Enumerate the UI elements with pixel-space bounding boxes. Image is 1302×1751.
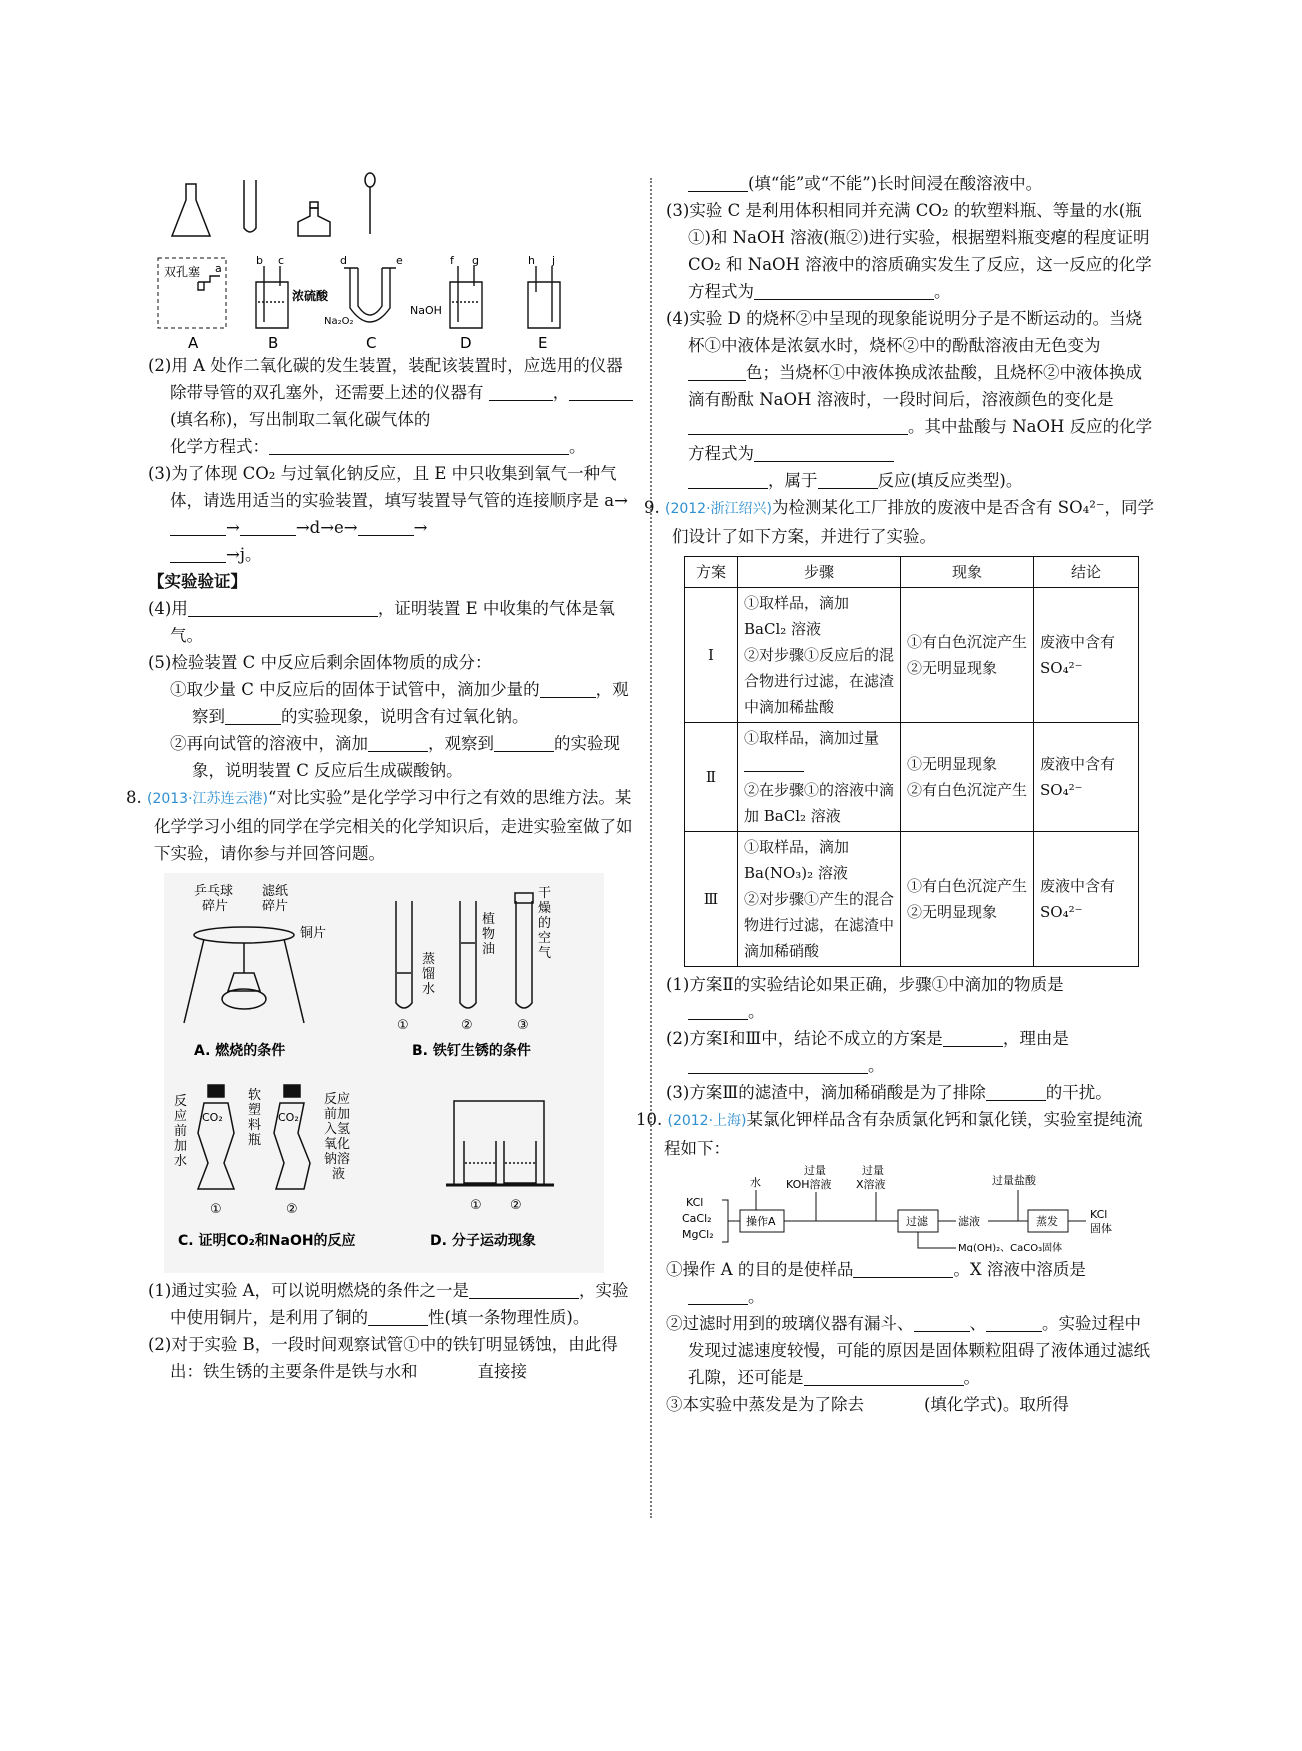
step (744, 725, 894, 777)
device-c-icon (344, 268, 396, 322)
conclusion-cell: 废液中含有 SO₄²⁻ (1034, 723, 1139, 832)
question-5-1 (148, 676, 638, 730)
answer-blank[interactable] (569, 382, 633, 401)
tag-h: h (528, 254, 535, 267)
q8-1b: ，实验中使用铜片，是利用了铜的 (170, 1281, 629, 1327)
fig-b-label: 馏 (422, 967, 436, 982)
conclusion-cell: 废液中含有 SO₄²⁻ (1034, 832, 1139, 967)
flow-text: 操作A (746, 1215, 776, 1228)
q9-3a: (3)方案Ⅲ的滤渣中，滴加稀硝酸是为了排除 (666, 1083, 986, 1102)
plan-cell: Ⅲ (685, 832, 738, 967)
q8-text: “对比实验”是化学学习中行之有效的思维方法。某化学学习小组的同学在学完相关的化学知识后，走进实验室做了如下实验，请你参与并回答问题。 (154, 788, 633, 863)
answer-blank[interactable] (688, 1001, 748, 1020)
dropper-icon (365, 173, 375, 234)
scheme-table (684, 556, 1139, 967)
fig-b-label: 植 (482, 912, 496, 927)
answer-blank[interactable] (864, 1394, 924, 1413)
fig-b-label: 的 (538, 916, 552, 931)
fig-c-label: 软 (248, 1088, 262, 1103)
flow-text: 水 (750, 1176, 761, 1189)
obs: ①有白色沉淀产生 (907, 633, 1028, 651)
q10-3a: ③本实验中蒸发是为了除去 (666, 1395, 864, 1414)
flow-text: KCl (686, 1196, 704, 1209)
label-d: D (460, 334, 472, 352)
flow-text: X溶液 (856, 1178, 886, 1191)
fig-b-caption: B. 铁钉生锈的条件 (412, 1043, 531, 1059)
answer-blank[interactable] (269, 436, 569, 455)
conical-flask-icon (172, 184, 210, 236)
answer-blank[interactable] (688, 1055, 868, 1074)
fig-c-label: 塑 (248, 1103, 262, 1118)
stopper-icon (198, 276, 220, 290)
answer-blank[interactable] (688, 173, 748, 192)
table-row (685, 588, 1139, 723)
obs: ②无明显现象 (907, 903, 998, 921)
question-9-1 (666, 971, 1156, 1025)
answer-blank[interactable] (540, 679, 596, 698)
plan-cell: Ⅰ (685, 588, 738, 723)
fig-b-label: 气 (538, 946, 552, 961)
q10-2-end: 。 (963, 1368, 980, 1387)
answer-blank[interactable] (688, 1286, 748, 1305)
fig-d-caption: D. 分子运动现象 (430, 1233, 536, 1249)
fig-c-label: 瓶 (248, 1133, 262, 1148)
q2-eq-label: 化学方程式： (170, 437, 269, 456)
q8-1c: 性(填一条物理性质)。 (428, 1308, 590, 1327)
q10-source: (2012·上海) (667, 1113, 747, 1129)
q10-2a: ②过滤时用到的玻璃仪器有漏斗、 (666, 1314, 914, 1333)
flow-text: 蒸发 (1036, 1215, 1058, 1228)
alcohol-lamp-icon (298, 202, 330, 236)
answer-blank[interactable] (818, 470, 878, 489)
answer-blank[interactable] (688, 470, 768, 489)
beakers-bell-icon (446, 1101, 554, 1185)
q5-1c: 的实验现象，说明含有过氧化钠。 (281, 707, 529, 726)
flow-arrow (784, 1192, 898, 1221)
obs: ②无明显现象 (907, 659, 998, 677)
fig-c-co2: CO₂ (278, 1111, 299, 1124)
tag-b: b (256, 254, 263, 267)
tag-conc-sulfuric: 浓硫酸 (292, 289, 329, 303)
fig-c-label: 加 (174, 1139, 188, 1154)
test-tube-icon (244, 180, 256, 232)
answer-blank[interactable] (358, 517, 414, 536)
answer-blank[interactable] (494, 733, 554, 752)
obs: ①无明显现象 (907, 755, 998, 773)
tag-f: f (450, 254, 454, 267)
question-8 (126, 784, 638, 867)
answer-blank[interactable] (469, 1280, 579, 1299)
tag-na2o2: Na₂O₂ (324, 316, 354, 327)
fig-c-label: 反应 (324, 1092, 351, 1107)
flow-bracket (722, 1200, 740, 1242)
q2-text: (2)用 A 处作二氧化碳的发生装置，装配该装置时，应选用的仪器除带导管的双孔塞外，还需要上述的仪器有 (148, 356, 623, 402)
answer-blank[interactable] (754, 281, 934, 300)
apparatus-row2-figure (148, 252, 638, 352)
question-9-3 (666, 1079, 1156, 1106)
label-a: A (188, 334, 199, 352)
q10-1a: ①操作 A 的目的是使样品 (666, 1260, 854, 1279)
q8-2b: 直接接 (477, 1362, 527, 1381)
q9-source: (2012·浙江绍兴) (665, 501, 773, 517)
answer-blank[interactable] (688, 362, 746, 381)
q9-2-end: 。 (868, 1056, 885, 1075)
device-b-icon (256, 266, 288, 328)
tag-g: g (472, 254, 479, 267)
q5-2a: ②再向试管的溶液中，滴加 (170, 734, 368, 753)
tag-c: c (278, 254, 285, 267)
label-e: E (538, 334, 548, 352)
device-d-icon (450, 266, 482, 328)
fig-c-label: 入氢 (324, 1122, 351, 1137)
section-verify: 【实验验证】 (148, 572, 247, 591)
answer-blank[interactable] (914, 1313, 970, 1332)
q8-4e: 反应(填反应类型)。 (877, 471, 1023, 490)
r-top-text: (填“能”或“不能”)长时间浸在酸溶液中。 (748, 174, 1043, 193)
tag-a: a (215, 262, 222, 275)
table-row (685, 832, 1139, 967)
q8-4c: 。其中盐酸与 NaOH 反应的化学方程式为 (688, 417, 1153, 463)
fig-c-label: 水 (174, 1154, 188, 1169)
question-3 (148, 460, 638, 568)
tag-e: e (396, 254, 403, 267)
tag-d: d (340, 254, 347, 267)
flow-text: 过滤 (906, 1215, 928, 1228)
question-8-3 (666, 197, 1156, 305)
steps-cell (738, 723, 901, 832)
q9-number: 9. (644, 498, 660, 517)
q2-end: 。 (569, 437, 586, 456)
question-10 (636, 1106, 1156, 1162)
apparatus-row1-figure (148, 170, 638, 250)
table-row (685, 723, 1139, 832)
answer-blank[interactable] (418, 1361, 478, 1380)
q10-1b: 。X 溶液中溶质是 (953, 1260, 1086, 1279)
answer-blank[interactable] (170, 517, 226, 536)
purification-flowchart (666, 1162, 1136, 1252)
q10-1-end: 。 (748, 1287, 765, 1306)
question-8-2 (148, 1331, 638, 1385)
q8-4b: 色；当烧杯①中液体换成浓盐酸，且烧杯②中液体换成滴有酚酞 NaOH 溶液时，一段时间后，溶液颜色的变化是 (688, 363, 1142, 409)
q9-1-end: 。 (748, 1002, 765, 1021)
question-10-2 (666, 1310, 1156, 1391)
answer-blank[interactable] (368, 1307, 428, 1326)
answer-blank[interactable] (368, 733, 428, 752)
fig-c-co2: CO₂ (202, 1111, 223, 1124)
plan-cell: Ⅱ (685, 723, 738, 832)
q3-arrow: → (413, 518, 428, 537)
table-header: 方案 (685, 557, 738, 588)
flow-text: 过量盐酸 (992, 1174, 1036, 1187)
table-header: 结论 (1034, 557, 1139, 588)
q3-arrow: → (226, 518, 240, 537)
q10-2b: 、 (969, 1314, 986, 1333)
question-9-2 (666, 1025, 1156, 1079)
answer-blank[interactable] (943, 1028, 1003, 1047)
fig-d-num: ② (510, 1198, 522, 1213)
q5-1b: ，观察到 (192, 680, 629, 726)
fig-c-label: 反 (174, 1094, 188, 1109)
answer-blank[interactable] (804, 1367, 964, 1386)
q2-mid: ， (552, 383, 570, 402)
q2-tail: (填名称)，写出制取二氧化碳气体的 (170, 410, 431, 429)
tag-naoh: NaOH (410, 304, 442, 317)
question-2 (148, 352, 638, 460)
steps-cell (738, 588, 901, 723)
q10-number: 10. (636, 1110, 663, 1129)
q8-4a: (4)实验 D 的烧杯②中呈现的现象能说明分子是不断运动的。当烧杯①中液体是浓氨水时，烧杯②中的酚酞溶液由无色变为 (666, 309, 1143, 355)
step: ①取样品，滴加 Ba(NO₃)₂ 溶液 (744, 838, 850, 882)
answer-blank[interactable] (986, 1082, 1046, 1101)
label-b: B (268, 334, 279, 352)
flow-text: KCl (1090, 1208, 1108, 1221)
q3-arrow: →d→e→ (295, 518, 358, 537)
q5-2b: ，观察到 (428, 734, 494, 753)
fig-b-label: 蒸 (422, 952, 436, 967)
answer-blank[interactable] (986, 1313, 1042, 1332)
q9-3b: 的干扰。 (1045, 1083, 1112, 1102)
flow-text: 固体 (1090, 1222, 1112, 1235)
tag-j: j (552, 254, 556, 267)
fig-d-num: ① (470, 1198, 482, 1213)
fig-c-caption: C. 证明CO₂和NaOH的反应 (178, 1233, 356, 1249)
q10-text: 某氯化钾样品含有杂质氯化钙和氯化镁，实验室提纯流程如下： (664, 1110, 1143, 1158)
q3-end: →j。 (226, 545, 262, 564)
answer-blank[interactable] (688, 416, 908, 435)
left-column (126, 170, 638, 1385)
answer-blank[interactable] (188, 598, 378, 617)
q9-2b: ，理由是 (1002, 1029, 1069, 1048)
q9-2a: (2)方案Ⅰ和Ⅲ中，结论不成立的方案是 (666, 1029, 943, 1048)
device-e-icon (528, 266, 560, 328)
q9-1-text: (1)方案Ⅱ的实验结论如果正确，步骤①中滴加的物质是 (666, 975, 1064, 994)
q10-3b: (填化学式)。取所得 (924, 1395, 1069, 1414)
obs-cell (901, 723, 1034, 832)
fig-c-label: 钠溶 (324, 1152, 351, 1167)
fig-b-num: ② (461, 1018, 473, 1033)
q8-2a: (2)对于实验 B，一段时间观察试管①中的铁钉明显锈蚀，由此得出：铁生锈的主要条件是铁与水和 (148, 1335, 618, 1381)
fig-a-label: 乒乓球 (194, 884, 234, 899)
answer-blank[interactable] (489, 382, 553, 401)
question-8-4 (666, 305, 1156, 494)
fig-a-label: 碎片 (262, 899, 289, 914)
table-header-row (685, 557, 1139, 588)
flow-text: CaCl₂ (682, 1212, 712, 1225)
question-10-1 (666, 1256, 1156, 1310)
fig-c-label: 应 (174, 1109, 188, 1124)
answer-blank[interactable] (240, 517, 296, 536)
flow-text: Mg(OH)₂、CaCO₃固体 (958, 1243, 1063, 1252)
fig-b-label: 水 (422, 982, 436, 997)
fig-c-num: ① (210, 1202, 222, 1217)
fig-b-label: 物 (482, 927, 496, 942)
flow-text: 过量 (804, 1164, 826, 1177)
experiment-figure (164, 873, 604, 1273)
fig-b-label: 油 (482, 942, 496, 957)
question-5: (5)检验装置 C 中反应后剩余固体物质的成分： (148, 653, 492, 672)
q5-1a: ①取少量 C 中反应后的固体于试管中，滴加少量的 (170, 680, 540, 699)
conclusion-cell: 废液中含有 SO₄²⁻ (1034, 588, 1139, 723)
fig-a-label: 碎片 (202, 899, 229, 914)
table-header: 步骤 (738, 557, 901, 588)
answer-blank[interactable] (170, 544, 226, 563)
tripod-burner-icon (184, 927, 304, 1023)
q8-4d: ，属于 (768, 471, 818, 490)
q4-tail: ，证明装置 E 中收集的气体是氧气。 (170, 599, 615, 645)
q3-text: (3)为了体现 CO₂ 与过氧化钠反应，且 E 中只收集到氧气一种气体，请选用适当的实验装置，填写装置导气管的连接顺序是 a→ (148, 464, 628, 510)
q10-2c: 。实验过程中发现过滤速度较慢，可能的原因是固体颗粒阻碍了液体通过滤纸孔隙，还可能是 (688, 1314, 1150, 1387)
fig-b-label: 燥 (538, 901, 552, 916)
question-4 (148, 595, 638, 649)
flow-text: 滤液 (958, 1215, 980, 1228)
q8-source: (2013·江苏连云港) (147, 791, 269, 807)
step: ②在步骤①的溶液中滴加 BaCl₂ 溶液 (744, 781, 895, 825)
answer-blank[interactable] (853, 1259, 953, 1278)
fig-c-label: 料 (248, 1118, 262, 1133)
question-10-3 (666, 1391, 1156, 1418)
test-tubes-icon (396, 893, 533, 1008)
label-c: C (366, 334, 377, 352)
fig-a-label: 铜片 (300, 926, 327, 941)
fig-b-label: 干 (538, 886, 552, 901)
flow-text: 过量 (862, 1164, 884, 1177)
step-text: ①取样品，滴加过量 (744, 729, 880, 747)
question-5-2 (148, 730, 638, 784)
q8-3-end: 。 (934, 282, 951, 301)
q8-2-continued (666, 170, 1156, 197)
answer-blank[interactable] (754, 443, 894, 462)
fig-c-label: 前加 (324, 1107, 351, 1122)
fig-a-caption: A. 燃烧的条件 (194, 1043, 286, 1059)
question-8-1 (148, 1277, 638, 1331)
q9-text: 为检测某化工厂排放的废液中是否含有 SO₄²⁻，同学们设计了如下方案，并进行了实验。 (672, 498, 1155, 546)
fig-c-num: ② (286, 1202, 298, 1217)
fig-c-label: 液 (332, 1167, 346, 1182)
column-divider (650, 178, 652, 1518)
table-header: 现象 (901, 557, 1034, 588)
obs-cell (901, 588, 1034, 723)
step: ②对步骤①反应后的混合物进行过滤，在滤渣中滴加稀盐酸 (744, 646, 895, 716)
fig-b-num: ③ (517, 1018, 529, 1033)
obs: ①有白色沉淀产生 (907, 877, 1028, 895)
steps-cell (738, 832, 901, 967)
q5-2c: 的实验现象，说明装置 C 反应后生成碳酸钠。 (192, 734, 620, 780)
fig-c-label: 氧化 (324, 1137, 351, 1152)
tag-stopper: 双孔塞 (164, 265, 201, 279)
q4-head: (4)用 (148, 599, 188, 618)
fig-c-label: 前 (174, 1124, 188, 1139)
obs-cell (901, 832, 1034, 967)
fig-b-label: 空 (538, 931, 552, 946)
answer-blank[interactable] (225, 706, 281, 725)
flow-text: MgCl₂ (682, 1228, 714, 1241)
step: ②对步骤①产生的混合物进行过滤，在滤渣中滴加稀硝酸 (744, 890, 895, 960)
q8-1a: (1)通过实验 A，可以说明燃烧的条件之一是 (148, 1281, 470, 1300)
question-9 (644, 494, 1156, 550)
fig-a-label: 滤纸 (262, 884, 289, 899)
flow-arrow (988, 1190, 1028, 1221)
fig-b-num: ① (397, 1018, 409, 1033)
step: ①取样品，滴加 BaCl₂ 溶液 (744, 594, 850, 638)
flow-text: KOH溶液 (786, 1178, 832, 1191)
q8-3-text: (3)实验 C 是利用体积相同并充满 CO₂ 的软塑料瓶、等量的水(瓶①)和 NaOH 溶液(瓶②)进行实验，根据塑料瓶变瘪的程度证明 CO₂ 和 NaOH 溶液中的溶质确实发生了反应，这一反应的化学方程式为 (666, 201, 1152, 301)
right-column (636, 170, 1156, 1418)
q8-number: 8. (126, 788, 142, 807)
answer-blank[interactable] (744, 753, 804, 772)
obs: ②有白色沉淀产生 (907, 781, 1028, 799)
